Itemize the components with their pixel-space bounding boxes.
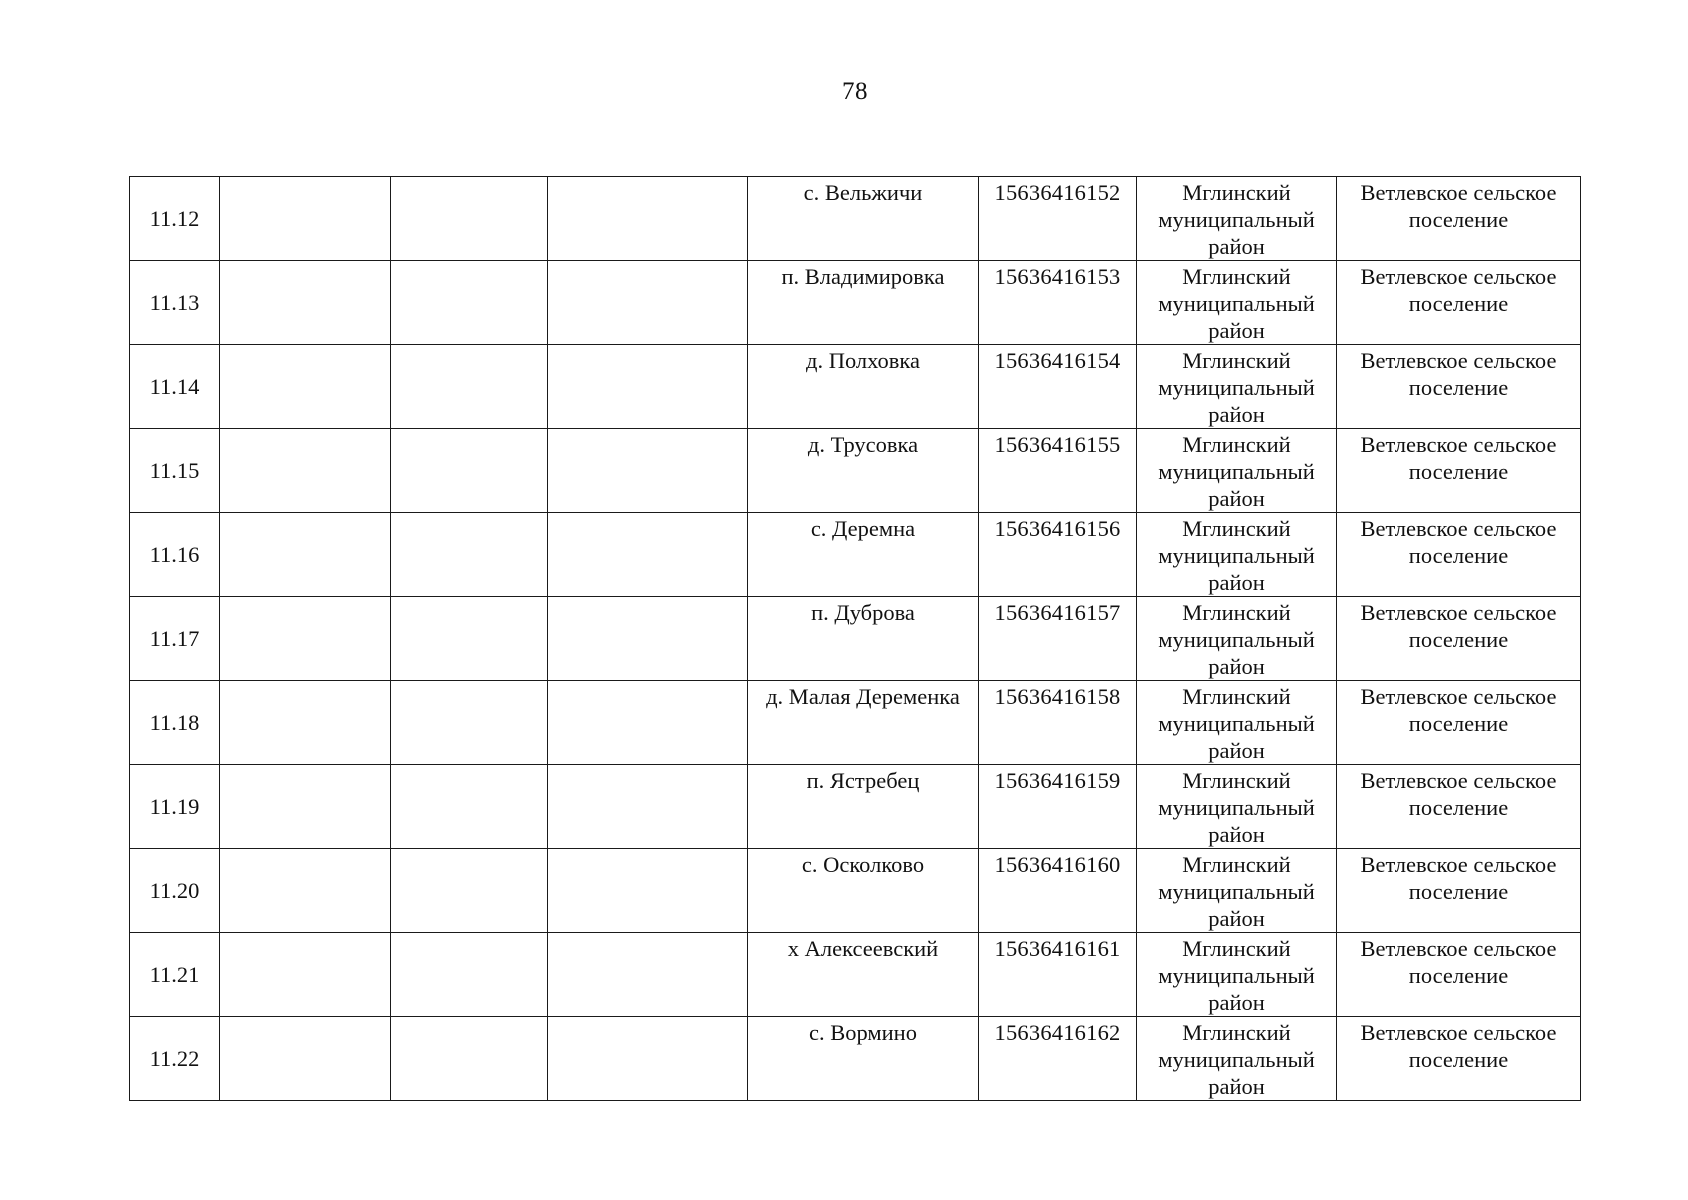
settlement-line: Ветлевское сельское: [1360, 1020, 1557, 1045]
settlement-line: Ветлевское сельское: [1360, 432, 1557, 457]
empty-cell-3: [548, 597, 748, 681]
empty-cell-3: [548, 765, 748, 849]
empty-cell-2: [391, 597, 548, 681]
settlement-name-cell: п. Дуброва: [748, 597, 979, 681]
empty-cell-2: [391, 177, 548, 261]
settlement-name-cell: с. Деремна: [748, 513, 979, 597]
table-row: [130, 429, 1581, 513]
municipal-district-cell: [1137, 849, 1337, 933]
settlement-line: поселение: [1408, 207, 1509, 232]
empty-cell-3: [548, 933, 748, 1017]
row-number-cell: 11.19: [130, 765, 220, 849]
municipal-district-cell: [1137, 933, 1337, 1017]
district-line: район: [1208, 570, 1265, 595]
table-body: [130, 177, 1581, 1101]
table-row: [130, 849, 1581, 933]
rural-settlement-cell: [1337, 849, 1581, 933]
district-line: муниципальный: [1158, 795, 1315, 820]
empty-cell-1: [220, 849, 391, 933]
settlement-line: Ветлевское сельское: [1360, 516, 1557, 541]
rural-settlement-cell: [1337, 513, 1581, 597]
municipal-district-cell: [1137, 261, 1337, 345]
table-row: [130, 597, 1581, 681]
municipal-district-cell: [1137, 177, 1337, 261]
settlement-name-cell: с. Вормино: [748, 1017, 979, 1101]
empty-cell-1: [220, 933, 391, 1017]
settlement-line: Ветлевское сельское: [1360, 264, 1557, 289]
oktmo-code-cell: 15636416159: [979, 765, 1137, 849]
rural-settlement-cell: [1337, 1017, 1581, 1101]
settlement-line: Ветлевское сельское: [1360, 684, 1557, 709]
table-row: [130, 261, 1581, 345]
oktmo-code-cell: 15636416162: [979, 1017, 1137, 1101]
settlement-line: поселение: [1408, 795, 1509, 820]
district-line: муниципальный: [1158, 375, 1315, 400]
rural-settlement-cell: [1337, 429, 1581, 513]
oktmo-code-cell: 15636416153: [979, 261, 1137, 345]
empty-cell-3: [548, 261, 748, 345]
oktmo-code-cell: 15636416156: [979, 513, 1137, 597]
row-number-cell: 11.15: [130, 429, 220, 513]
district-line: Мглинский: [1182, 348, 1291, 373]
municipal-district-cell: [1137, 345, 1337, 429]
oktmo-code-cell: 15636416152: [979, 177, 1137, 261]
settlement-line: поселение: [1408, 711, 1509, 736]
settlement-name-cell: с. Вельжичи: [748, 177, 979, 261]
district-line: муниципальный: [1158, 627, 1315, 652]
municipal-district-cell: [1137, 429, 1337, 513]
table-row: [130, 345, 1581, 429]
row-number-cell: 11.16: [130, 513, 220, 597]
row-number-cell: 11.12: [130, 177, 220, 261]
empty-cell-3: [548, 177, 748, 261]
district-line: муниципальный: [1158, 879, 1315, 904]
row-number-cell: 11.14: [130, 345, 220, 429]
district-line: район: [1208, 402, 1265, 427]
district-line: район: [1208, 234, 1265, 259]
district-line: муниципальный: [1158, 963, 1315, 988]
empty-cell-2: [391, 513, 548, 597]
table-row: [130, 1017, 1581, 1101]
district-line: муниципальный: [1158, 543, 1315, 568]
district-line: район: [1208, 738, 1265, 763]
settlement-name-cell: п. Владимировка: [748, 261, 979, 345]
municipal-district-cell: [1137, 681, 1337, 765]
district-line: район: [1208, 486, 1265, 511]
settlement-name-cell: д. Трусовка: [748, 429, 979, 513]
district-line: Мглинский: [1182, 516, 1291, 541]
row-number-cell: 11.21: [130, 933, 220, 1017]
settlement-name-cell: х Алексеевский: [748, 933, 979, 1017]
page-number: 78: [842, 78, 868, 105]
district-line: район: [1208, 990, 1265, 1015]
district-line: муниципальный: [1158, 459, 1315, 484]
settlement-name-cell: с. Осколково: [748, 849, 979, 933]
settlement-line: поселение: [1408, 459, 1509, 484]
settlement-line: поселение: [1408, 543, 1509, 568]
district-line: Мглинский: [1182, 768, 1291, 793]
empty-cell-1: [220, 429, 391, 513]
oktmo-code-cell: 15636416158: [979, 681, 1137, 765]
table-row: [130, 765, 1581, 849]
municipal-district-cell: [1137, 1017, 1337, 1101]
district-line: муниципальный: [1158, 1047, 1315, 1072]
district-line: Мглинский: [1182, 684, 1291, 709]
rural-settlement-cell: [1337, 261, 1581, 345]
settlement-line: поселение: [1408, 879, 1509, 904]
row-number-cell: 11.18: [130, 681, 220, 765]
empty-cell-2: [391, 345, 548, 429]
empty-cell-1: [220, 177, 391, 261]
oktmo-code-cell: 15636416160: [979, 849, 1137, 933]
table-row: [130, 177, 1581, 261]
rural-settlement-cell: [1337, 345, 1581, 429]
district-line: Мглинский: [1182, 1020, 1291, 1045]
municipal-district-cell: [1137, 513, 1337, 597]
empty-cell-3: [548, 429, 748, 513]
district-line: муниципальный: [1158, 291, 1315, 316]
empty-cell-3: [548, 345, 748, 429]
rural-settlement-cell: [1337, 681, 1581, 765]
empty-cell-1: [220, 345, 391, 429]
settlement-line: Ветлевское сельское: [1360, 180, 1557, 205]
oktmo-code-cell: 15636416161: [979, 933, 1137, 1017]
empty-cell-3: [548, 1017, 748, 1101]
empty-cell-1: [220, 1017, 391, 1101]
settlements-table: [129, 176, 1581, 1101]
settlement-line: поселение: [1408, 1047, 1509, 1072]
district-line: район: [1208, 1074, 1265, 1099]
settlement-line: Ветлевское сельское: [1360, 768, 1557, 793]
empty-cell-1: [220, 597, 391, 681]
district-line: Мглинский: [1182, 264, 1291, 289]
rural-settlement-cell: [1337, 933, 1581, 1017]
empty-cell-1: [220, 765, 391, 849]
rural-settlement-cell: [1337, 177, 1581, 261]
oktmo-code-cell: 15636416157: [979, 597, 1137, 681]
settlement-name-cell: п. Ястребец: [748, 765, 979, 849]
row-number-cell: 11.13: [130, 261, 220, 345]
empty-cell-3: [548, 681, 748, 765]
municipal-district-cell: [1137, 765, 1337, 849]
table-row: [130, 681, 1581, 765]
district-line: район: [1208, 318, 1265, 343]
settlement-name-cell: д. Малая Деременка: [748, 681, 979, 765]
empty-cell-2: [391, 849, 548, 933]
empty-cell-1: [220, 681, 391, 765]
settlement-line: поселение: [1408, 291, 1509, 316]
row-number-cell: 11.22: [130, 1017, 220, 1101]
empty-cell-2: [391, 681, 548, 765]
rural-settlement-cell: [1337, 765, 1581, 849]
district-line: муниципальный: [1158, 711, 1315, 736]
empty-cell-2: [391, 765, 548, 849]
settlement-line: поселение: [1408, 963, 1509, 988]
settlement-line: Ветлевское сельское: [1360, 936, 1557, 961]
oktmo-code-cell: 15636416155: [979, 429, 1137, 513]
settlement-line: Ветлевское сельское: [1360, 348, 1557, 373]
settlement-name-cell: д. Полховка: [748, 345, 979, 429]
district-line: район: [1208, 654, 1265, 679]
district-line: район: [1208, 906, 1265, 931]
empty-cell-2: [391, 1017, 548, 1101]
settlement-line: поселение: [1408, 627, 1509, 652]
empty-cell-3: [548, 513, 748, 597]
district-line: район: [1208, 822, 1265, 847]
empty-cell-3: [548, 849, 748, 933]
oktmo-code-cell: 15636416154: [979, 345, 1137, 429]
district-line: Мглинский: [1182, 936, 1291, 961]
row-number-cell: 11.20: [130, 849, 220, 933]
empty-cell-2: [391, 933, 548, 1017]
settlement-line: Ветлевское сельское: [1360, 852, 1557, 877]
table-row: [130, 513, 1581, 597]
empty-cell-2: [391, 429, 548, 513]
municipal-district-cell: [1137, 597, 1337, 681]
settlement-line: Ветлевское сельское: [1360, 600, 1557, 625]
row-number-cell: 11.17: [130, 597, 220, 681]
settlement-line: поселение: [1408, 375, 1509, 400]
district-line: муниципальный: [1158, 207, 1315, 232]
rural-settlement-cell: [1337, 597, 1581, 681]
district-line: Мглинский: [1182, 432, 1291, 457]
table-row: [130, 933, 1581, 1017]
district-line: Мглинский: [1182, 180, 1291, 205]
empty-cell-2: [391, 261, 548, 345]
empty-cell-1: [220, 513, 391, 597]
empty-cell-1: [220, 261, 391, 345]
district-line: Мглинский: [1182, 600, 1291, 625]
district-line: Мглинский: [1182, 852, 1291, 877]
